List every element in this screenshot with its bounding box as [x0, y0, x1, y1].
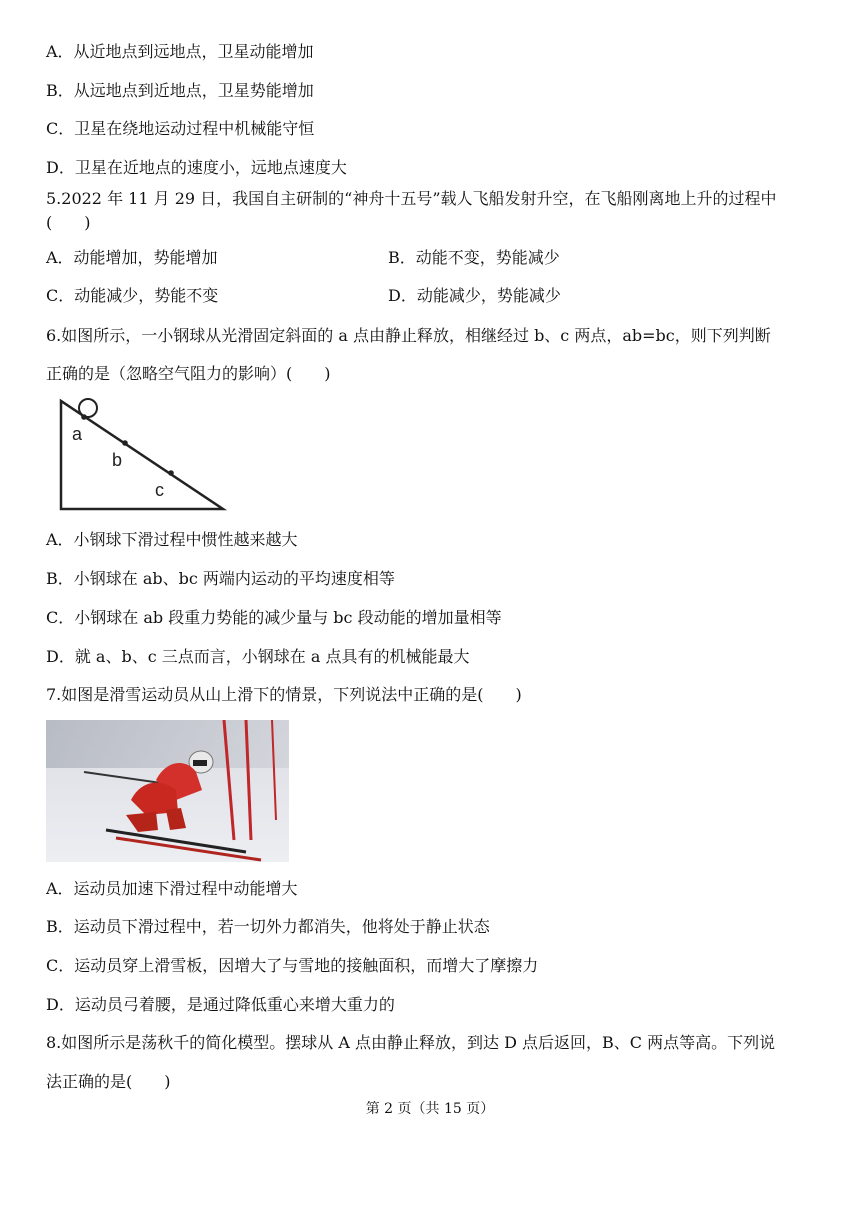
q5-option-d: D．动能减少，势能减少: [388, 286, 561, 305]
q4-option-d: D．卫星在近地点的速度小，远地点速度大: [46, 158, 347, 177]
q4-option-a: A．从近地点到远地点，卫星动能增加: [46, 42, 314, 61]
q7-option-a: A．运动员加速下滑过程中动能增大: [46, 879, 298, 898]
steel-ball: [79, 399, 97, 417]
skier-photo: [46, 720, 289, 862]
page-footer: 第 2 页（共 15 页）: [365, 1101, 495, 1117]
q6-stem-line1: 6.如图所示，一小钢球从光滑固定斜面的 a 点由静止释放，相继经过 b、c 两点，ab=bc，则下列判断: [46, 326, 771, 345]
q7-option-b: B．运动员下滑过程中，若一切外力都消失，他将处于静止状态: [46, 917, 490, 936]
q6-option-b: B．小钢球在 ab、bc 两端内运动的平均速度相等: [46, 569, 395, 588]
q5-option-c: C．动能减少，势能不变: [46, 286, 219, 305]
q8-stem-line2: 法正确的是( ): [46, 1072, 171, 1091]
q4-option-c: C．卫星在绕地运动过程中机械能守恒: [46, 119, 315, 138]
q6-option-c: C．小钢球在 ab 段重力势能的减少量与 bc 段动能的增加量相等: [46, 608, 502, 627]
point-c-dot: [168, 470, 174, 476]
q5-stem: 5.2022 年 11 月 29 日，我国自主研制的“神舟十五号”载人飞船发射升空，在飞船刚离地上升的过程中( ): [46, 189, 777, 232]
q5-option-b: B．动能不变，势能减少: [388, 248, 560, 267]
q7-option-d: D．运动员弓着腰，是通过降低重心来增大重力的: [46, 995, 395, 1014]
q4-option-b: B．从远地点到近地点，卫星势能增加: [46, 81, 314, 100]
point-a-dot: [81, 414, 87, 420]
point-b-dot: [122, 440, 128, 446]
q6-stem-line2: 正确的是（忽略空气阻力的影响）( ): [46, 364, 331, 383]
q7-stem: 7.如图是滑雪运动员从山上滑下的情景，下列说法中正确的是( ): [46, 685, 522, 704]
q7-option-c: C．运动员穿上滑雪板，因增大了与雪地的接触面积，而增大了摩擦力: [46, 956, 539, 975]
q5-option-a: A．动能增加，势能增加: [46, 248, 218, 267]
label-a: a: [72, 424, 83, 444]
q6-option-a: A．小钢球下滑过程中惯性越来越大: [46, 530, 298, 549]
q6-option-d: D．就 a、b、c 三点而言，小钢球在 a 点具有的机械能最大: [46, 647, 470, 666]
q8-stem-line1: 8.如图所示是荡秋千的简化模型。摆球从 A 点由静止释放，到达 D 点后返回，B、C 两点等高。下列说: [46, 1033, 776, 1052]
incline-figure: [55, 395, 230, 515]
label-b: b: [112, 450, 123, 470]
label-c: c: [155, 480, 164, 500]
